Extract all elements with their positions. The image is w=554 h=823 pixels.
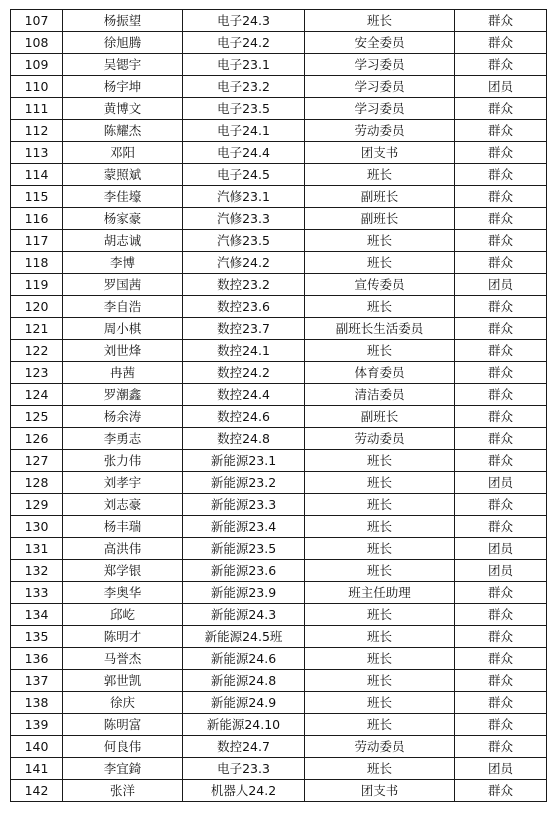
row-number-cell: 136 (11, 648, 63, 670)
political-status-cell: 群众 (455, 406, 547, 428)
class-cell: 新能源24.3 (183, 604, 305, 626)
class-cell: 电子24.1 (183, 120, 305, 142)
student-name-cell: 黄博文 (63, 98, 183, 120)
row-number-cell: 131 (11, 538, 63, 560)
position-cell: 劳动委员 (305, 428, 455, 450)
class-cell: 电子24.3 (183, 10, 305, 32)
row-number-cell: 126 (11, 428, 63, 450)
student-name-cell: 胡志诚 (63, 230, 183, 252)
row-number-cell: 140 (11, 736, 63, 758)
political-status-cell: 群众 (455, 428, 547, 450)
table-row (11, 340, 547, 362)
student-name-cell: 刘志豪 (63, 494, 183, 516)
political-status-cell: 群众 (455, 142, 547, 164)
political-status-cell: 团员 (455, 560, 547, 582)
table-row (11, 582, 547, 604)
political-status-cell: 群众 (455, 120, 547, 142)
table-row (11, 450, 547, 472)
student-name-cell: 陈明才 (63, 626, 183, 648)
student-name-cell: 罗国茜 (63, 274, 183, 296)
table-row (11, 604, 547, 626)
table-row (11, 714, 547, 736)
row-number-cell: 127 (11, 450, 63, 472)
position-cell: 学习委员 (305, 98, 455, 120)
student-name-cell: 张洋 (63, 780, 183, 802)
student-name-cell: 何良伟 (63, 736, 183, 758)
table-row (11, 54, 547, 76)
student-name-cell: 徐旭腾 (63, 32, 183, 54)
table-row (11, 494, 547, 516)
position-cell: 团支书 (305, 780, 455, 802)
political-status-cell: 群众 (455, 164, 547, 186)
table-row (11, 406, 547, 428)
position-cell: 劳动委员 (305, 120, 455, 142)
table-row (11, 10, 547, 32)
table-row (11, 76, 547, 98)
table-row (11, 274, 547, 296)
class-cell: 汽修23.1 (183, 186, 305, 208)
row-number-cell: 109 (11, 54, 63, 76)
political-status-cell: 群众 (455, 648, 547, 670)
student-name-cell: 冉茜 (63, 362, 183, 384)
political-status-cell: 群众 (455, 98, 547, 120)
table-row (11, 230, 547, 252)
table-row (11, 186, 547, 208)
student-name-cell: 张力伟 (63, 450, 183, 472)
position-cell: 班长 (305, 714, 455, 736)
political-status-cell: 群众 (455, 10, 547, 32)
political-status-cell: 群众 (455, 252, 547, 274)
student-name-cell: 徐庆 (63, 692, 183, 714)
class-cell: 新能源23.5 (183, 538, 305, 560)
table-row (11, 780, 547, 802)
position-cell: 安全委员 (305, 32, 455, 54)
political-status-cell: 团员 (455, 758, 547, 780)
position-cell: 班长 (305, 758, 455, 780)
position-cell: 班长 (305, 516, 455, 538)
table-row (11, 142, 547, 164)
class-cell: 数控24.7 (183, 736, 305, 758)
student-name-cell: 李勇志 (63, 428, 183, 450)
table-row (11, 648, 547, 670)
political-status-cell: 团员 (455, 472, 547, 494)
table-row (11, 736, 547, 758)
position-cell: 副班长 (305, 208, 455, 230)
political-status-cell: 群众 (455, 318, 547, 340)
political-status-cell: 群众 (455, 32, 547, 54)
class-cell: 数控23.6 (183, 296, 305, 318)
class-cell: 电子23.3 (183, 758, 305, 780)
position-cell: 班长 (305, 340, 455, 362)
position-cell: 体育委员 (305, 362, 455, 384)
student-name-cell: 邱屹 (63, 604, 183, 626)
student-name-cell: 郑学银 (63, 560, 183, 582)
class-cell: 新能源24.5班 (183, 626, 305, 648)
table-row (11, 296, 547, 318)
position-cell: 团支书 (305, 142, 455, 164)
political-status-cell: 群众 (455, 670, 547, 692)
position-cell: 劳动委员 (305, 736, 455, 758)
class-cell: 数控24.8 (183, 428, 305, 450)
position-cell: 班长 (305, 604, 455, 626)
class-cell: 电子24.2 (183, 32, 305, 54)
roster-sheet (10, 9, 546, 802)
class-cell: 新能源23.6 (183, 560, 305, 582)
table-body (11, 10, 547, 802)
row-number-cell: 133 (11, 582, 63, 604)
political-status-cell: 群众 (455, 186, 547, 208)
class-cell: 数控24.4 (183, 384, 305, 406)
table-row (11, 384, 547, 406)
position-cell: 班长 (305, 494, 455, 516)
class-cell: 新能源23.2 (183, 472, 305, 494)
student-name-cell: 陈耀杰 (63, 120, 183, 142)
position-cell: 班长 (305, 296, 455, 318)
student-name-cell: 李宜錡 (63, 758, 183, 780)
position-cell: 班长 (305, 164, 455, 186)
student-name-cell: 郭世凯 (63, 670, 183, 692)
political-status-cell: 群众 (455, 494, 547, 516)
class-cell: 汽修23.3 (183, 208, 305, 230)
political-status-cell: 群众 (455, 340, 547, 362)
political-status-cell: 群众 (455, 692, 547, 714)
political-status-cell: 群众 (455, 604, 547, 626)
class-cell: 数控23.7 (183, 318, 305, 340)
row-number-cell: 130 (11, 516, 63, 538)
table-row (11, 670, 547, 692)
political-status-cell: 群众 (455, 54, 547, 76)
political-status-cell: 群众 (455, 582, 547, 604)
position-cell: 班长 (305, 670, 455, 692)
row-number-cell: 120 (11, 296, 63, 318)
row-number-cell: 124 (11, 384, 63, 406)
row-number-cell: 132 (11, 560, 63, 582)
political-status-cell: 群众 (455, 516, 547, 538)
student-name-cell: 杨振望 (63, 10, 183, 32)
student-name-cell: 李博 (63, 252, 183, 274)
table-row (11, 32, 547, 54)
table-row (11, 692, 547, 714)
row-number-cell: 112 (11, 120, 63, 142)
student-name-cell: 杨丰瑞 (63, 516, 183, 538)
political-status-cell: 群众 (455, 208, 547, 230)
class-cell: 数控23.2 (183, 274, 305, 296)
position-cell: 班主任助理 (305, 582, 455, 604)
class-cell: 电子23.1 (183, 54, 305, 76)
student-name-cell: 马誉杰 (63, 648, 183, 670)
political-status-cell: 群众 (455, 384, 547, 406)
class-cell: 机器人24.2 (183, 780, 305, 802)
political-status-cell: 群众 (455, 296, 547, 318)
student-name-cell: 吴锶宇 (63, 54, 183, 76)
class-cell: 数控24.1 (183, 340, 305, 362)
row-number-cell: 108 (11, 32, 63, 54)
row-number-cell: 129 (11, 494, 63, 516)
political-status-cell: 团员 (455, 538, 547, 560)
class-cell: 新能源24.9 (183, 692, 305, 714)
political-status-cell: 群众 (455, 450, 547, 472)
position-cell: 班长 (305, 450, 455, 472)
student-name-cell: 陈明富 (63, 714, 183, 736)
row-number-cell: 134 (11, 604, 63, 626)
political-status-cell: 群众 (455, 626, 547, 648)
row-number-cell: 107 (11, 10, 63, 32)
student-name-cell: 李奥华 (63, 582, 183, 604)
table-row (11, 98, 547, 120)
political-status-cell: 群众 (455, 780, 547, 802)
table-row (11, 318, 547, 340)
table-row (11, 120, 547, 142)
student-name-cell: 邓阳 (63, 142, 183, 164)
table-row (11, 538, 547, 560)
class-cell: 汽修23.5 (183, 230, 305, 252)
student-name-cell: 李自浩 (63, 296, 183, 318)
position-cell: 班长 (305, 560, 455, 582)
class-cell: 新能源23.1 (183, 450, 305, 472)
political-status-cell: 群众 (455, 714, 547, 736)
student-name-cell: 周小棋 (63, 318, 183, 340)
student-name-cell: 高洪伟 (63, 538, 183, 560)
position-cell: 清洁委员 (305, 384, 455, 406)
row-number-cell: 138 (11, 692, 63, 714)
class-cell: 新能源24.10 (183, 714, 305, 736)
position-cell: 班长 (305, 252, 455, 274)
row-number-cell: 118 (11, 252, 63, 274)
row-number-cell: 142 (11, 780, 63, 802)
class-cell: 汽修24.2 (183, 252, 305, 274)
row-number-cell: 114 (11, 164, 63, 186)
row-number-cell: 141 (11, 758, 63, 780)
position-cell: 班长 (305, 472, 455, 494)
table-row (11, 208, 547, 230)
class-cell: 新能源23.9 (183, 582, 305, 604)
table-row (11, 164, 547, 186)
class-cell: 新能源23.3 (183, 494, 305, 516)
row-number-cell: 110 (11, 76, 63, 98)
row-number-cell: 122 (11, 340, 63, 362)
row-number-cell: 115 (11, 186, 63, 208)
class-cell: 新能源24.6 (183, 648, 305, 670)
row-number-cell: 139 (11, 714, 63, 736)
political-status-cell: 群众 (455, 736, 547, 758)
class-cell: 新能源23.4 (183, 516, 305, 538)
class-cell: 新能源24.8 (183, 670, 305, 692)
student-name-cell: 刘世烽 (63, 340, 183, 362)
position-cell: 班长 (305, 648, 455, 670)
class-cell: 数控24.6 (183, 406, 305, 428)
student-name-cell: 刘孝宇 (63, 472, 183, 494)
table-row (11, 516, 547, 538)
position-cell: 班长 (305, 538, 455, 560)
table-row (11, 560, 547, 582)
political-status-cell: 团员 (455, 274, 547, 296)
row-number-cell: 121 (11, 318, 63, 340)
row-number-cell: 117 (11, 230, 63, 252)
class-cell: 电子24.5 (183, 164, 305, 186)
position-cell: 宣传委员 (305, 274, 455, 296)
position-cell: 学习委员 (305, 54, 455, 76)
class-cell: 电子24.4 (183, 142, 305, 164)
student-name-cell: 罗潮鑫 (63, 384, 183, 406)
class-cell: 数控24.2 (183, 362, 305, 384)
student-cadre-table (10, 9, 547, 802)
class-cell: 电子23.5 (183, 98, 305, 120)
position-cell: 副班长 (305, 406, 455, 428)
row-number-cell: 137 (11, 670, 63, 692)
student-name-cell: 杨余涛 (63, 406, 183, 428)
row-number-cell: 123 (11, 362, 63, 384)
student-name-cell: 杨宇坤 (63, 76, 183, 98)
row-number-cell: 119 (11, 274, 63, 296)
table-row (11, 626, 547, 648)
row-number-cell: 116 (11, 208, 63, 230)
political-status-cell: 团员 (455, 76, 547, 98)
row-number-cell: 135 (11, 626, 63, 648)
table-row (11, 758, 547, 780)
political-status-cell: 群众 (455, 230, 547, 252)
table-row (11, 362, 547, 384)
position-cell: 学习委员 (305, 76, 455, 98)
position-cell: 班长 (305, 626, 455, 648)
row-number-cell: 111 (11, 98, 63, 120)
row-number-cell: 113 (11, 142, 63, 164)
row-number-cell: 128 (11, 472, 63, 494)
position-cell: 班长 (305, 230, 455, 252)
table-row (11, 472, 547, 494)
table-row (11, 428, 547, 450)
position-cell: 班长 (305, 10, 455, 32)
row-number-cell: 125 (11, 406, 63, 428)
class-cell: 电子23.2 (183, 76, 305, 98)
student-name-cell: 蒙照斌 (63, 164, 183, 186)
student-name-cell: 李佳壕 (63, 186, 183, 208)
position-cell: 副班长生活委员 (305, 318, 455, 340)
student-name-cell: 杨家豪 (63, 208, 183, 230)
table-row (11, 252, 547, 274)
position-cell: 班长 (305, 692, 455, 714)
position-cell: 副班长 (305, 186, 455, 208)
political-status-cell: 群众 (455, 362, 547, 384)
